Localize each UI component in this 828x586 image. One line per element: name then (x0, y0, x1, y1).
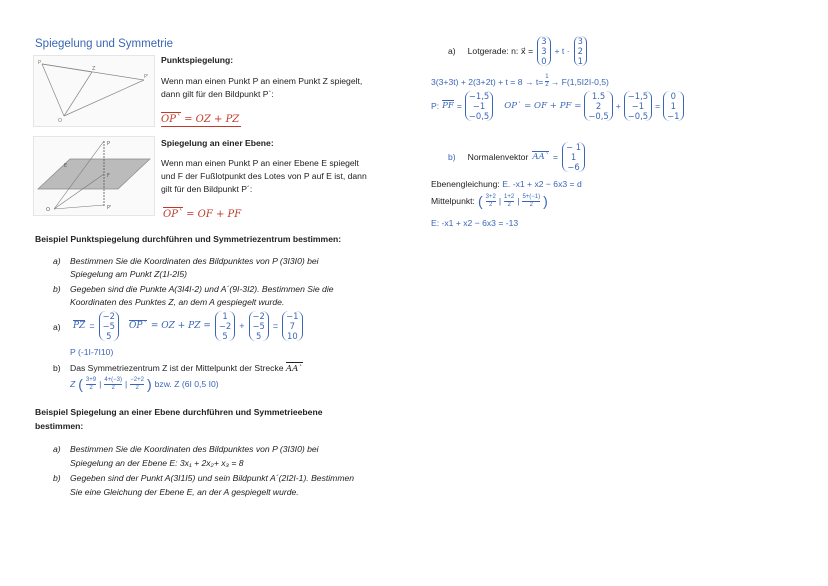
m-frac-1: $\frac{3+2}{2}$ (485, 193, 496, 208)
op-vector-label: OP` (161, 114, 181, 125)
point-reflection-figure (33, 55, 155, 127)
plane-reflection-line1: Wenn man einen Punkt P an einer Ebene E spiegelt (161, 158, 359, 168)
svg-text:O: O (58, 118, 62, 124)
example1-b-line1: Gegeben sind die Punkte A(3I4I-2) und A´(9I-3I2). Bestimmen Sie die (70, 284, 334, 294)
pz-vector-2: −2 −5 5 (249, 311, 269, 341)
example1-b-label: b) (53, 284, 61, 294)
lot-intersection-row: 3(3+3t) + 2(3+2t) + t = 8 → t= $\frac{1}{2}$ → F(1,5I2I-0,5) (431, 74, 609, 88)
pf-vector: −1,5 −1 −0,5 (465, 91, 493, 121)
solution-a-label: a) (53, 322, 61, 332)
aa-vector-label: AA` (532, 152, 550, 162)
svg-text:Z: Z (92, 66, 96, 72)
plane-equation-row: Ebenengleichung: E. -x1 + x2 − 6x3 = d (431, 179, 582, 189)
aa-label: AA` (285, 364, 303, 374)
op-label: OP` (128, 321, 147, 331)
pz-vector: −2 −5 5 (99, 311, 119, 341)
formula-rhs: = OF + PF (186, 209, 242, 220)
example1-a-line1: Bestimmen Sie die Koordinaten des Bildpunktes von P (3I3I0) bei (70, 256, 319, 266)
plane-reflection-figure (33, 136, 155, 216)
solution-b-label: b) (53, 363, 61, 373)
example2-b-line1: Gegeben sind der Punkt A(3I1I5) und sein Bildpunkt A´(2I2I-1). Bestimmen (70, 473, 355, 483)
example2-a-line1: Bestimmen Sie die Koordinaten des Bildpunktes von P (3I3I0) bei (70, 444, 319, 454)
solution-b-result: Z ( $\frac{3+9}{2}$ | $\frac{4+(-3)}{2}$ | $\frac{-2+2}{2}$ ) bzw. Z (6I 0,5 I0) (70, 376, 219, 392)
svg-text:P: P (38, 60, 42, 66)
plane-reflection-line3: gilt für den Bildpunkt P´: (161, 184, 253, 194)
example2-heading-line1: Beispiel Spiegelung an einer Ebene durchführen und Symmetrieebene (35, 407, 323, 417)
of-vector: 1.5 2 −0,5 (584, 91, 612, 121)
z-frac-3: $\frac{-2+2}{2}$ (130, 376, 144, 391)
pf-vector-2: −1,5 −1 −0,5 (624, 91, 652, 121)
t-fraction: $\frac{1}{2}$ (545, 74, 549, 88)
plane-reflection-heading: Spiegelung an einer Ebene: (161, 138, 274, 148)
z-frac-1: $\frac{3+9}{2}$ (85, 376, 97, 391)
lotgerade-label: Lotgerade: n: x⃗ = (467, 45, 534, 56)
op-vector-label: OP` (163, 209, 183, 220)
point-reflection-line2: dann gilt für den Bildpunkt P`: (161, 89, 274, 99)
example1-heading: Beispiel Punktspiegelung durchführen und Symmetriezentrum bestimmen: (35, 234, 342, 244)
svg-text:F: F (107, 173, 110, 179)
lot-direction-vector: 3 2 1 (574, 36, 587, 66)
point-reflection-heading: Punktspiegelung: (161, 55, 234, 65)
svg-text:O: O (46, 207, 50, 213)
svg-text:P: P (107, 141, 111, 147)
example2-b-line2: Sie eine Gleichung der Ebene E, an der A gespiegelt wurde. (70, 487, 299, 497)
svg-text:E: E (64, 163, 68, 169)
svg-text:P': P' (107, 205, 112, 211)
example1-b-line2: Koordinaten des Punktes Z, an dem A gespiegelt wurde. (70, 297, 285, 307)
lotgerade-row: a) Lotgerade: n: x⃗ = 3 3 0 + t · 3 2 1 (448, 36, 587, 66)
formula-underline (161, 126, 241, 127)
pz-label: PZ (73, 321, 86, 331)
solution-a-equation: PZ = −2 −5 5 OP` = OZ + PZ = 1 −2 5 + −2 −5 5 = −1 7 10 (73, 311, 303, 341)
oz-vector: 1 −2 5 (215, 311, 235, 341)
example2-heading-line2: bestimmen: (35, 421, 84, 431)
example1-a-label: a) (53, 256, 61, 266)
midpoint-row: Mittelpunkt: ( $\frac{3+2}{2}$ | $\frac{1+2}{2}$ | $\frac{5+(-1)}{2}$ ) (431, 193, 548, 209)
image-point-row: P: PF = −1,5 −1 −0,5 OP` = OF + PF = 1.5 2 −0,5 + −1,5 −1 −0,5 = 0 1 −1 (431, 91, 684, 121)
z-frac-2: $\frac{4+(-3)}{2}$ (104, 376, 123, 391)
normal-vector-row: b) Normalenvektor AA` = − 1 1 −6 (448, 142, 585, 172)
op-equation: OP` = OF + PF = (504, 101, 582, 111)
solution-a-result: P (-1I-7I10) (70, 347, 114, 357)
example2-b-label: b) (53, 473, 61, 483)
lot-support-vector: 3 3 0 (537, 36, 550, 66)
image-vector: 0 1 −1 (663, 91, 683, 121)
formula-rhs: = OZ + PZ (184, 114, 240, 125)
example2-a-line2: Spiegelung an der Ebene E: 3x₁ + 2x₂+ x₃ = 8 (70, 458, 244, 468)
plane-reflection-line2: und F der Fußlotpunkt des Lotes von P auf E ist, dann (161, 171, 367, 181)
normal-vector: − 1 1 −6 (562, 142, 585, 172)
m-frac-2: $\frac{1+2}{2}$ (504, 193, 515, 208)
right-b-label: b) (448, 152, 456, 162)
right-a-label: a) (448, 46, 456, 56)
svg-text:P': P' (144, 74, 149, 80)
page-title: Spiegelung und Symmetrie (35, 38, 174, 50)
point-reflection-formula (161, 113, 239, 126)
point-reflection-line1: Wenn man einen Punkt P an einem Punkt Z spiegelt, (161, 76, 363, 86)
plane-reflection-formula (163, 208, 241, 221)
result-vector: −1 7 10 (282, 311, 302, 341)
example1-a-line2: Spiegelung am Punkt Z(1I-2I5) (70, 269, 188, 279)
final-plane-equation: E: -x1 + x2 − 6x3 = -13 (431, 218, 519, 228)
pf-label: PF (442, 101, 454, 111)
eq-mid: = OZ + PZ = (150, 321, 211, 331)
example2-a-label: a) (53, 444, 61, 454)
normal-label: Normalenvektor (467, 152, 529, 162)
solution-b-text: Das Symmetriezentrum Z ist der Mittelpunkt der Strecke AA` (70, 363, 303, 374)
m-frac-3: $\frac{5+(-1)}{2}$ (522, 193, 541, 208)
